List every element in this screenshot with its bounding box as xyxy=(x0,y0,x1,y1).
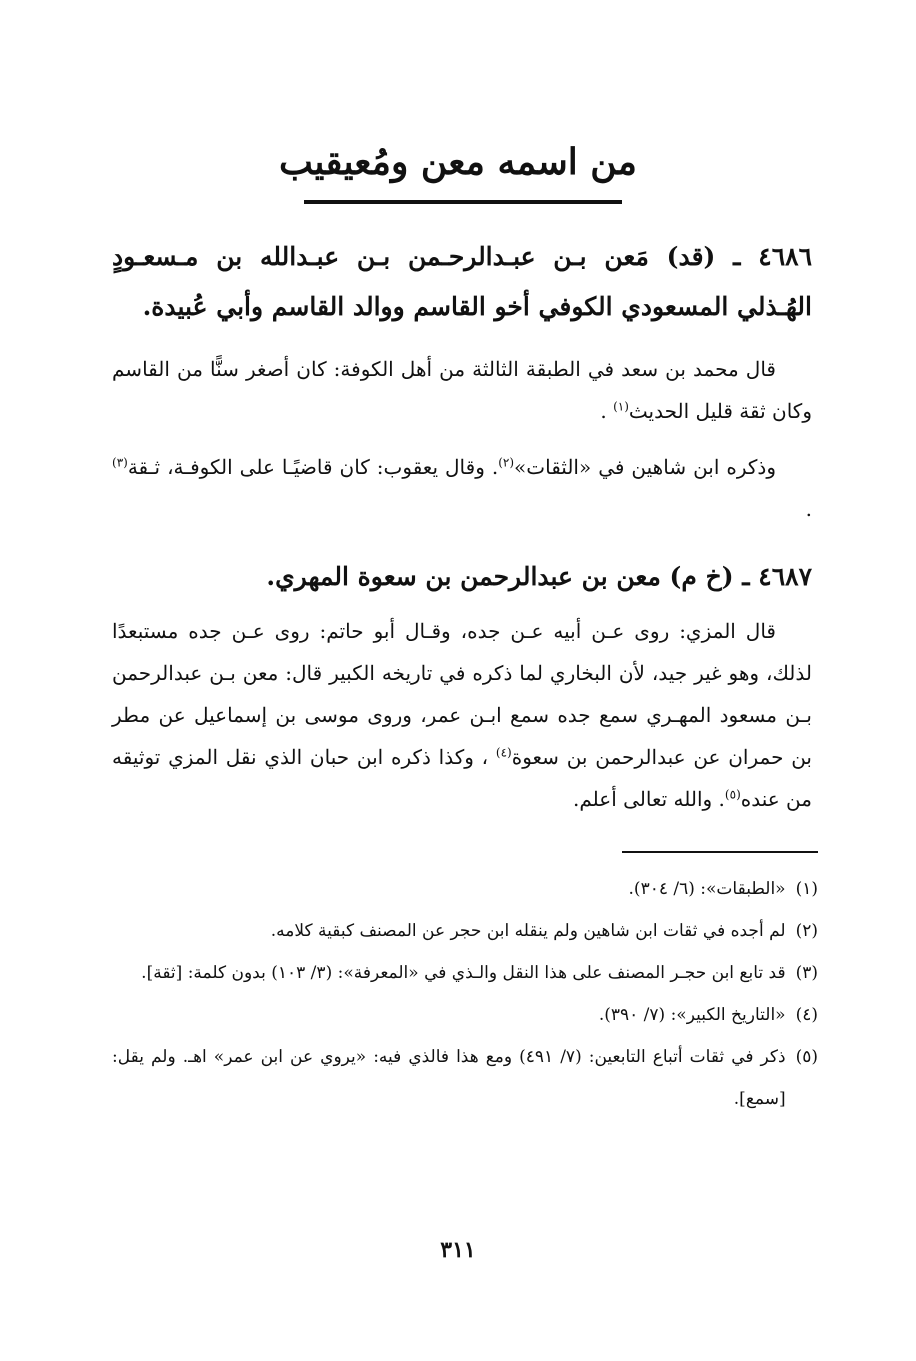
footnote-ref-1[interactable]: (١) xyxy=(613,399,629,414)
entry-4686-paragraph-1 xyxy=(112,348,812,432)
paragraph-text: . وقال يعقوب: كان قاضيًـا على الكوفـة، ثـقة xyxy=(127,455,499,479)
footnote-text: لم أجده في ثقات ابن شاهين ولم ينقله ابن حجر عن المصنف كبقية كلامه. xyxy=(270,921,786,941)
footnote-number: (١) xyxy=(795,879,818,899)
chapter-title: من اسمه معن ومُعيقيب xyxy=(279,141,637,183)
footnotes-list xyxy=(112,868,818,1120)
entry-heading-4686: ٤٦٨٦ ـ (قد) مَعن بـن عبـدالرحـمن بـن عبـدالله بن مـسعـودٍ الهُـذلي المسعودي الكوفي أخو القاسم ووالد القاسم وأبي عُبيدة. xyxy=(112,242,812,321)
footnote-separator xyxy=(622,851,818,853)
paragraph-text: ، وكذا ذكره ابن حبان الذي نقل المزي توثيقه من عنده xyxy=(112,745,812,811)
footnote-text: ذكر في ثقات أتباع التابعين: (٧/ ٤٩١) ومع هذا فالذي فيه: «يروي عن ابن عمر» اهـ. ولم يقل: [سمع]. xyxy=(112,1047,786,1109)
footnote-1 xyxy=(112,868,818,910)
footnote-number: (٤) xyxy=(795,1005,818,1025)
paragraph-text-end: . xyxy=(600,399,614,423)
footnote-text: قد تابع ابن حجـر المصنف على هذا النقل والـذي في «المعرفة»: (٣/ ١٠٣) بدون كلمة: [ثقة]. xyxy=(141,963,786,983)
entry-4687-paragraph xyxy=(112,610,812,820)
paragraph-text-end: . xyxy=(805,497,812,521)
footnote-text: «الطبقات»: (٦/ ٣٠٤). xyxy=(628,879,786,899)
footnote-5 xyxy=(112,1036,818,1120)
footnote-number: (٥) xyxy=(795,1047,818,1067)
page-number: ٣١١ xyxy=(440,1237,476,1263)
paragraph-text: قال المزي: روى عـن أبيه عـن جده، وقـال أبو حاتم: روى عـن جده مستبعدًا لذلك، وهو غير جيد، لأن البخاري لما ذكره في تاريخه الكبير قال: معن بـن عبدالرحمن بـن مسعود المهـري سمع جده سمع ابـن عمر، وروى موسى بن إسماعيل عن مطر بن حمران عن عبدالرحمن بن سعوة xyxy=(112,619,812,769)
footnote-3 xyxy=(112,952,818,994)
footnote-number: (٢) xyxy=(795,921,818,941)
paragraph-text-end: . والله تعالى أعلم. xyxy=(572,787,725,811)
footnote-ref-4[interactable]: (٤) xyxy=(495,745,512,760)
footnote-4 xyxy=(112,994,818,1036)
title-underline xyxy=(304,200,622,204)
paragraph-text: وذكره ابن شاهين في «الثقات» xyxy=(514,455,776,479)
footnote-ref-3[interactable]: (٣) xyxy=(112,455,128,470)
entry-heading-4687: ٤٦٨٧ ـ (خ م) معن بن عبدالرحمن بن سعوة المهري. xyxy=(266,562,812,591)
entry-4686-paragraph-2 xyxy=(112,446,812,530)
footnote-ref-2[interactable]: (٢) xyxy=(498,455,515,470)
footnote-ref-5[interactable]: (٥) xyxy=(724,787,741,802)
footnote-number: (٣) xyxy=(795,963,818,983)
footnote-2 xyxy=(112,910,818,952)
footnote-text: «التاريخ الكبير»: (٧/ ٣٩٠). xyxy=(598,1005,786,1025)
paragraph-text: قال محمد بن سعد في الطبقة الثالثة من أهل الكوفة: كان أصغر سنًّا من القاسم وكان ثقة قليل الحديث xyxy=(112,357,812,423)
